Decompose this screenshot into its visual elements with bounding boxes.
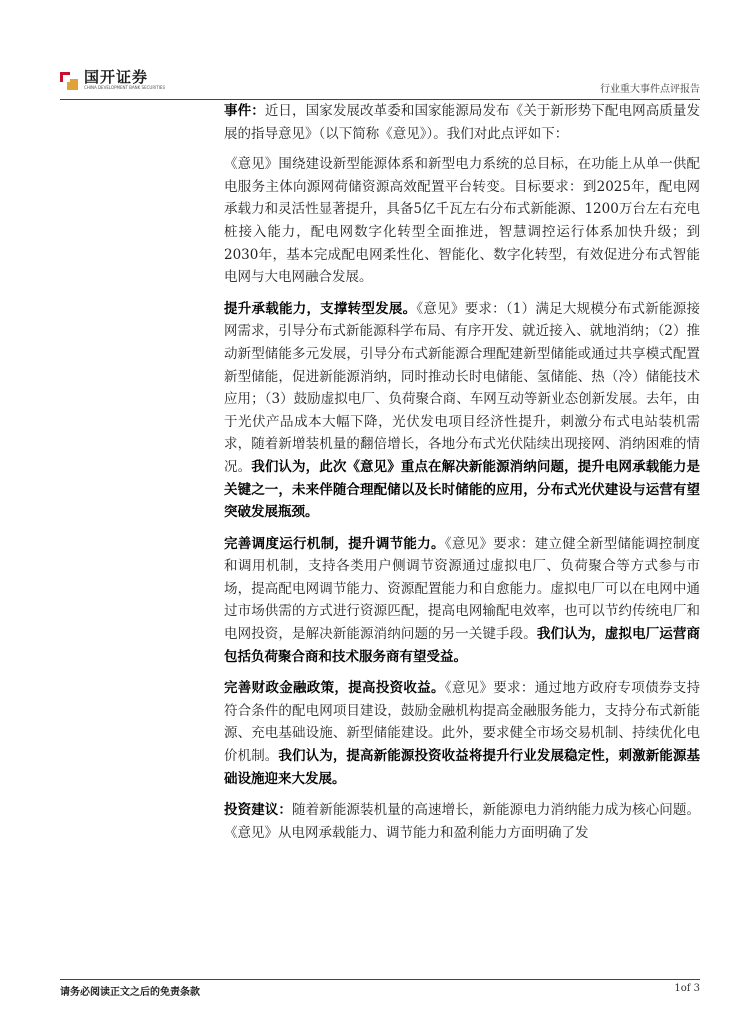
logo-name: 国开证券 <box>84 68 149 86</box>
investment-lead: 投资建议： <box>224 802 293 819</box>
finance-text: 《意见》要求：通过地方政府专项债券支持符合条件的配电网项目建设，鼓励金融机构提高金融服务能力，支持分布式新能源、充电基础设施、新型储能建设。此外，要求健全市场交易机制、持续优化电价机制。 <box>224 680 701 765</box>
page-header <box>60 62 700 98</box>
company-logo <box>60 70 165 91</box>
finance-paragraph <box>224 677 700 790</box>
disclaimer-notice: 请务必阅读正文之后的免责条款 <box>60 987 200 998</box>
report-type-label: 行业重大事件点评报告 <box>600 84 700 95</box>
dispatch-lead: 完善调度运行机制，提升调节能力。 <box>224 535 445 552</box>
dispatch-conclusion: 我们认为，虚拟电厂运营商包括负荷聚合商和技术服务商有望受益。 <box>224 626 701 665</box>
capacity-lead: 提升承载能力，支撑转型发展。 <box>224 300 417 317</box>
page-number: 1of 3 <box>674 983 700 994</box>
event-text: 近日，国家发展改革委和国家能源局发布《关于新形势下配电网高质量发展的指导意见》（以下简称《意见》）。我们对此点评如下： <box>224 103 701 142</box>
dispatch-text: 《意见》要求：建立健全新型储能调控制度和调用机制，支持各类用户侧调节资源通过虚拟电厂、负荷聚合等方式参与市场，提高配电网调节能力、资源配置能力和自愈能力。虚拟电厂可以在电网中通过市场供需的方式进行资源匹配，提高电网输配电效率，也可以节约传统电厂和电网投资，是解决新能源消纳问题的另一关键手段。 <box>224 535 701 643</box>
event-paragraph <box>224 100 700 145</box>
capacity-text: 《意见》要求：（1）满足大规模分布式新能源接网需求，引导分布式新能源科学布局、有序开发、就近接入、就地消纳；（2）推动新型储能多元发展，引导分布式新能源合理配建新型储能或通过共享模式配置新型储能，促进新能源消纳，同时推动长时电储能、氢储能、热（冷）储能技术应用；（3）鼓励虚拟电厂、负荷聚合商、车网互动等新业态创新发展。去年，由于光伏产品成本大幅下降，光伏发电项目经济性提升，刺激分布式电站装机需求，随着新增装机量的翻倍增长，各地分布式光伏陆续出现接网、消纳困难的情况。 <box>224 300 701 475</box>
dispatch-paragraph <box>224 533 700 669</box>
capacity-conclusion: 我们认为，此次《意见》重点在解决新能源消纳问题，提升电网承载能力是关键之一，未来伴随合理配储以及长时储能的应用，分布式光伏建设与运营有望突破发展瓶颈。 <box>224 458 701 521</box>
investment-text: 随着新能源装机量的高速增长，新能源电力消纳能力成为核心问题。《意见》从电网承载能力、调节能力和盈利能力方面明确了发 <box>224 802 701 841</box>
report-body <box>224 100 700 844</box>
logo-mark-icon <box>60 72 78 90</box>
capacity-paragraph <box>224 298 700 524</box>
finance-lead: 完善财政金融政策，提高投资收益。 <box>224 680 445 697</box>
footer-divider <box>60 979 700 980</box>
summary-paragraph: 《意见》围绕建设新型能源体系和新型电力系统的总目标，在功能上从单一供配电服务主体向源网荷储资源高效配置平台转变。目标要求：到2025年，配电网承载力和灵活性显著提升，具备5亿千瓦左右分布式新能源、1200万台左右充电桩接入能力，配电网数字化转型全面推进，智慧调控运行体系加快升级；到2030年，基本完成配电网柔性化、智能化、数字化转型，有效促进分布式智能电网与大电网融合发展。 <box>224 156 700 286</box>
event-lead: 事件： <box>224 103 265 119</box>
finance-conclusion: 我们认为，提高新能源投资收益将提升行业发展稳定性，刺激新能源基础设施迎来大发展。 <box>224 748 701 787</box>
logo-subtitle: CHINA DEVELOPMENT BANK SECURITIES <box>84 85 165 90</box>
investment-paragraph <box>224 799 700 844</box>
